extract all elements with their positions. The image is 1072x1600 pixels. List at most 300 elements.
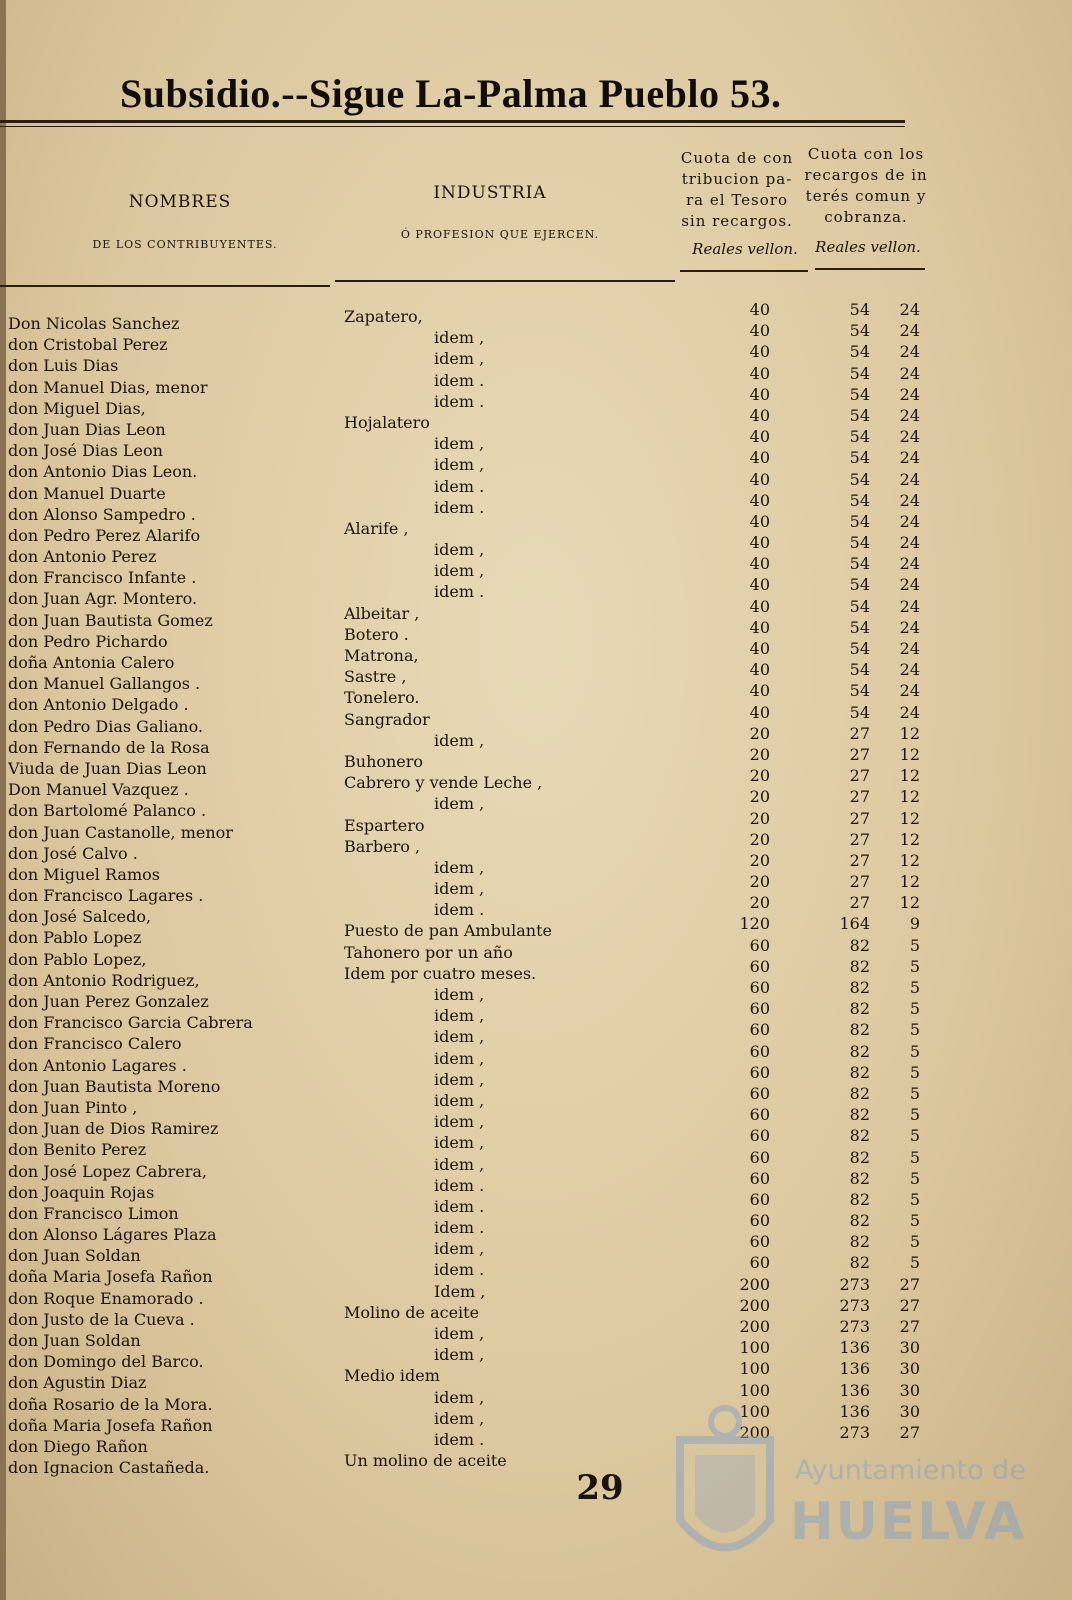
industry: idem ,	[434, 1006, 485, 1026]
contributor-name: don Alonso Sampedro .	[8, 504, 196, 524]
industry: Barbero ,	[344, 836, 421, 856]
contributor-name: don Manuel Gallangos .	[8, 674, 201, 694]
table-row	[0, 1041, 1072, 1075]
cuota-sin-recargos: 60	[749, 1126, 770, 1146]
cuota-sin-recargos: 40	[749, 511, 770, 531]
contributor-name: don José Dias Leon	[8, 441, 163, 461]
cuota-sin-recargos: 100	[739, 1359, 770, 1379]
cuota-con-recargos-reales: 136	[839, 1401, 870, 1421]
cuota-sin-recargos: 40	[749, 639, 770, 658]
table-row	[0, 1337, 1072, 1372]
cuota-sin-recargos: 60	[749, 978, 770, 997]
industry: idem ,	[434, 1133, 485, 1153]
contributor-name: don Ignacion Castañeda.	[8, 1458, 210, 1478]
table-row	[0, 1358, 1072, 1393]
table-row	[0, 786, 1072, 821]
industry: idem ,	[434, 540, 485, 560]
cuota-con-recargos-maravedis: 5	[909, 1253, 920, 1273]
industry: Medio idem	[344, 1366, 440, 1386]
contributor-name: don Miguel Dias,	[8, 398, 146, 418]
cuota-sin-recargos: 200	[739, 1274, 770, 1294]
cuota-sin-recargos: 40	[749, 321, 770, 341]
header-industria: INDUSTRIA	[433, 183, 547, 203]
table-row	[0, 1274, 1072, 1308]
industry: idem .	[434, 391, 485, 411]
industry: Un molino de aceite	[344, 1451, 507, 1471]
cuota-con-recargos-reales: 82	[849, 1105, 870, 1125]
cuota-con-recargos-reales: 82	[849, 956, 870, 976]
contributor-name: don Joaquin Rojas	[8, 1182, 155, 1202]
industry: idem .	[434, 497, 485, 517]
header-unit-reales-2: Reales vellon.	[815, 238, 921, 256]
cuota-con-recargos-maravedis: 5	[909, 1041, 920, 1061]
cuota-con-recargos-maravedis: 24	[899, 342, 920, 362]
cuota-con-recargos-maravedis: 24	[899, 702, 920, 722]
cuota-con-recargos-maravedis: 24	[899, 639, 920, 658]
industry: idem .	[434, 1218, 485, 1238]
cuota-sin-recargos: 40	[749, 427, 770, 447]
contributor-name: don Juan de Dios Ramirez	[8, 1119, 219, 1139]
cuota-con-recargos-maravedis: 24	[899, 490, 920, 510]
contributor-name: don Cristobal Perez	[8, 335, 168, 355]
cuota-sin-recargos: 40	[749, 702, 770, 722]
contributor-name: don Benito Perez	[8, 1140, 147, 1160]
cuota-con-recargos-maravedis: 30	[899, 1401, 920, 1421]
cuota-con-recargos-reales: 82	[849, 1062, 870, 1082]
page-number: 29	[576, 1468, 624, 1508]
cuota-con-recargos-maravedis: 24	[899, 660, 920, 680]
header-unit-reales-1: Reales vellon.	[692, 240, 798, 258]
industry: idem ,	[434, 434, 485, 454]
industry: idem ,	[434, 1112, 485, 1132]
cuota-con-recargos-reales: 164	[839, 914, 870, 934]
industry: Idem por cuatro meses.	[344, 963, 537, 983]
cuota-con-recargos-reales: 54	[849, 363, 870, 383]
contributor-name: don Francisco Limon	[8, 1203, 179, 1223]
cuota-sin-recargos: 60	[749, 1105, 770, 1125]
contributor-name: don Antonio Dias Leon.	[8, 462, 198, 482]
cuota-sin-recargos: 60	[749, 1189, 770, 1209]
table-row	[0, 1380, 1072, 1414]
contributor-name: don Pablo Lopez	[8, 928, 142, 948]
table-row	[0, 553, 1072, 588]
cuota-con-recargos-reales: 27	[849, 872, 870, 892]
industry: idem .	[434, 1429, 485, 1449]
table-row	[0, 659, 1072, 694]
cuota-con-recargos-reales: 54	[849, 342, 870, 362]
cuota-con-recargos-reales: 27	[849, 766, 870, 786]
table-row	[0, 1125, 1072, 1160]
industry: idem .	[434, 476, 485, 496]
cuota-con-recargos-reales: 82	[849, 1083, 870, 1103]
cuota-con-recargos-maravedis: 5	[909, 1126, 920, 1146]
cuota-con-recargos-reales: 54	[849, 554, 870, 574]
cuota-con-recargos-maravedis: 24	[899, 681, 920, 701]
cuota-sin-recargos: 40	[749, 596, 770, 616]
cuota-sin-recargos: 20	[749, 893, 770, 913]
cuota-con-recargos-reales: 27	[849, 850, 870, 870]
cuota-sin-recargos: 40	[749, 681, 770, 701]
cuota-sin-recargos: 20	[749, 744, 770, 764]
industry: idem ,	[434, 794, 485, 814]
contributor-name: don Francisco Calero	[8, 1034, 182, 1054]
contributor-name: don Miguel Ramos	[8, 864, 160, 884]
contributor-name: don Roque Enamorado .	[8, 1288, 204, 1308]
cuota-sin-recargos: 20	[749, 787, 770, 807]
header-nombres: NOMBRES	[128, 192, 232, 212]
contributor-name: don Antonio Rodriguez,	[8, 970, 200, 990]
header-nombres-sub: DE LOS CONTRIBUYENTES.	[92, 238, 278, 251]
cuota-con-recargos-maravedis: 24	[899, 533, 920, 553]
cuota-sin-recargos: 60	[749, 1083, 770, 1103]
industry: idem .	[434, 900, 485, 920]
contributor-name: don Justo de la Cueva .	[8, 1309, 195, 1329]
contributor-name: don Juan Soldan	[8, 1246, 141, 1266]
contributor-name: don Juan Bautista Moreno	[8, 1076, 221, 1096]
cuota-sin-recargos: 20	[749, 872, 770, 892]
industry: idem ,	[434, 1239, 485, 1259]
cuota-con-recargos-reales: 273	[839, 1317, 870, 1336]
table-row	[0, 1168, 1072, 1202]
cuota-sin-recargos: 40	[749, 660, 770, 680]
cuota-con-recargos-maravedis: 5	[909, 1062, 920, 1082]
cuota-sin-recargos: 40	[749, 617, 770, 637]
table-row	[0, 405, 1072, 439]
cuota-con-recargos-maravedis: 24	[899, 511, 920, 531]
cuota-sin-recargos: 60	[749, 999, 770, 1019]
industry: idem .	[434, 1196, 485, 1216]
cuota-con-recargos-reales: 54	[849, 321, 870, 341]
cuota-sin-recargos: 40	[749, 384, 770, 404]
contributor-name: don Juan Dias Leon	[8, 419, 166, 439]
cuota-con-recargos-maravedis: 12	[899, 808, 920, 828]
industry: idem ,	[434, 985, 485, 1004]
cuota-sin-recargos: 60	[749, 1168, 770, 1188]
industry: idem ,	[434, 328, 485, 348]
table-row	[0, 744, 1072, 778]
contributor-name: don Manuel Dias, menor	[8, 377, 208, 397]
cuota-con-recargos-maravedis: 5	[909, 1232, 920, 1252]
watermark-line2: HUELVA	[790, 1492, 1027, 1552]
cuota-con-recargos-maravedis: 24	[899, 448, 920, 468]
industry: idem ,	[434, 730, 485, 750]
table-row	[0, 998, 1072, 1033]
table-row	[0, 532, 1072, 567]
cuota-con-recargos-reales: 54	[849, 533, 870, 553]
table-row	[0, 617, 1072, 651]
cuota-con-recargos-maravedis: 30	[899, 1359, 920, 1379]
contributor-name: don Juan Bautista Gomez	[8, 610, 213, 630]
contributor-name: doña Rosario de la Mora.	[8, 1394, 213, 1414]
cuota-con-recargos-reales: 54	[849, 384, 870, 404]
cuota-con-recargos-maravedis: 5	[909, 956, 920, 976]
cuota-con-recargos-reales: 54	[849, 681, 870, 701]
cuota-con-recargos-maravedis: 5	[909, 1105, 920, 1125]
industry: Puesto de pan Ambulante	[344, 921, 552, 941]
table-row	[0, 871, 1072, 906]
contributor-name: don Juan Pinto ,	[8, 1097, 138, 1117]
cuota-sin-recargos: 100	[739, 1401, 770, 1421]
contributor-name: don José Calvo .	[8, 843, 138, 863]
contributor-name: Don Nicolas Sanchez	[8, 314, 180, 333]
cuota-con-recargos-reales: 54	[849, 300, 870, 319]
cuota-sin-recargos: 40	[749, 342, 770, 362]
table-row	[0, 829, 1072, 863]
table-row	[0, 574, 1072, 609]
industry: Sangrador	[344, 709, 430, 729]
header-cuota-con-recargos: Cuota con los recargos de in terés comun y cobranza.	[804, 145, 928, 226]
cuota-sin-recargos: 20	[749, 766, 770, 786]
industry: idem ,	[434, 455, 485, 475]
cuota-con-recargos-reales: 27	[849, 723, 870, 743]
table-row	[0, 1083, 1072, 1117]
cuota-con-recargos-maravedis: 24	[899, 384, 920, 404]
cuota-con-recargos-reales: 54	[849, 596, 870, 616]
cuota-con-recargos-maravedis: 12	[899, 893, 920, 913]
industry: idem .	[434, 1260, 485, 1280]
contributor-name: don Fernando de la Rosa	[8, 737, 210, 757]
cuota-con-recargos-reales: 54	[849, 427, 870, 447]
header-rule-cuota2	[815, 268, 925, 270]
table-row	[0, 299, 1072, 333]
cuota-sin-recargos: 100	[739, 1338, 770, 1358]
cuota-con-recargos-maravedis: 24	[899, 575, 920, 595]
cuota-con-recargos-maravedis: 12	[899, 787, 920, 807]
cuota-con-recargos-maravedis: 12	[899, 744, 920, 764]
industry: idem ,	[434, 857, 485, 877]
cuota-con-recargos-reales: 27	[849, 893, 870, 913]
industry: idem ,	[434, 1387, 485, 1407]
contributor-name: don Diego Rañon	[8, 1436, 148, 1456]
industry: idem ,	[434, 1048, 485, 1068]
table-row	[0, 765, 1072, 800]
cuota-con-recargos-maravedis: 12	[899, 850, 920, 870]
cuota-con-recargos-maravedis: 24	[899, 300, 920, 319]
industry: idem ,	[434, 349, 485, 369]
cuota-con-recargos-reales: 273	[839, 1295, 870, 1315]
industry: Zapatero,	[344, 307, 423, 326]
industry: idem .	[434, 1175, 485, 1195]
cuota-sin-recargos: 40	[749, 448, 770, 468]
contributor-name: don Bartolomé Palanco .	[8, 801, 207, 821]
industry: idem .	[434, 370, 485, 390]
cuota-con-recargos-maravedis: 5	[909, 1189, 920, 1209]
table-row	[0, 511, 1072, 545]
cuota-con-recargos-reales: 82	[849, 1189, 870, 1209]
header-rule-cuota1	[680, 270, 808, 272]
contributor-name: don Domingo del Barco.	[8, 1352, 204, 1372]
cuota-sin-recargos: 60	[749, 1211, 770, 1231]
table-row	[0, 935, 1072, 969]
contributor-name: don Francisco Garcia Cabrera	[8, 1013, 253, 1033]
cuota-con-recargos-reales: 82	[849, 1253, 870, 1273]
cuota-con-recargos-maravedis: 24	[899, 554, 920, 574]
industry: idem ,	[434, 879, 485, 899]
header-cuota-sin-recargos: Cuota de con tribucion pa- ra el Tesoro sin recargos.	[680, 149, 794, 230]
table-row	[0, 1210, 1072, 1245]
contributor-name: don Manuel Duarte	[8, 483, 166, 503]
contributor-name: Don Manuel Vazquez .	[8, 780, 189, 800]
table-row	[0, 723, 1072, 757]
table-row	[0, 1147, 1072, 1181]
coat-of-arms-icon	[670, 1400, 780, 1580]
cuota-sin-recargos: 200	[739, 1422, 770, 1442]
table-row	[0, 341, 1072, 376]
cuota-sin-recargos: 40	[749, 300, 770, 319]
contributor-name: don Pedro Perez Alarifo	[8, 525, 201, 545]
table-row	[0, 363, 1072, 397]
cuota-con-recargos-maravedis: 24	[899, 596, 920, 616]
contributor-name: don Pedro Pichardo	[8, 631, 168, 651]
industry: Cabrero y vende Leche ,	[344, 773, 543, 793]
table-row	[0, 680, 1072, 715]
table-row	[0, 850, 1072, 884]
contributor-name: don Luis Dias	[8, 356, 119, 376]
cuota-sin-recargos: 60	[749, 935, 770, 955]
table-row	[0, 1231, 1072, 1266]
cuota-con-recargos-reales: 82	[849, 1168, 870, 1188]
cuota-con-recargos-reales: 54	[849, 490, 870, 510]
contributor-name: don Francisco Lagares .	[8, 886, 204, 906]
cuota-con-recargos-reales: 54	[849, 639, 870, 658]
industry: Sastre ,	[344, 667, 407, 687]
cuota-con-recargos-reales: 82	[849, 978, 870, 997]
cuota-con-recargos-reales: 54	[849, 702, 870, 722]
industry: Buhonero	[344, 751, 424, 771]
cuota-sin-recargos: 200	[739, 1317, 770, 1336]
cuota-con-recargos-maravedis: 5	[909, 1020, 920, 1040]
cuota-con-recargos-reales: 27	[849, 744, 870, 764]
industry: idem ,	[434, 1090, 485, 1110]
table-row	[0, 1062, 1072, 1096]
industry: idem ,	[434, 561, 485, 581]
cuota-con-recargos-maravedis: 5	[909, 1083, 920, 1103]
cuota-con-recargos-reales: 82	[849, 1232, 870, 1252]
header-rule-mid	[335, 280, 675, 282]
cuota-con-recargos-reales: 82	[849, 999, 870, 1019]
cuota-con-recargos-maravedis: 27	[899, 1422, 920, 1442]
cuota-con-recargos-maravedis: 24	[899, 321, 920, 341]
contributor-name: doña Antonia Calero	[8, 653, 175, 672]
cuota-con-recargos-reales: 82	[849, 1126, 870, 1146]
cuota-con-recargos-maravedis: 24	[899, 363, 920, 383]
contributor-name: don Agustin Diaz	[8, 1373, 147, 1393]
table-row	[0, 596, 1072, 630]
cuota-con-recargos-maravedis: 5	[909, 999, 920, 1019]
industry: idem ,	[434, 1154, 485, 1174]
cuota-sin-recargos: 20	[749, 808, 770, 828]
cuota-con-recargos-reales: 54	[849, 405, 870, 425]
industry: Tonelero.	[344, 688, 420, 708]
contributor-name: don Antonio Lagares .	[8, 1055, 187, 1075]
table-row	[0, 977, 1072, 1011]
industry: Matrona,	[344, 646, 419, 665]
cuota-con-recargos-reales: 54	[849, 660, 870, 680]
table-row	[0, 808, 1072, 842]
cuota-con-recargos-reales: 54	[849, 511, 870, 531]
contributor-name: Viuda de Juan Dias Leon	[8, 758, 207, 778]
contributor-name: doña Maria Josefa Rañon	[8, 1267, 213, 1287]
table-row	[0, 1104, 1072, 1139]
contributor-name: don Alonso Lágares Plaza	[8, 1225, 217, 1245]
cuota-con-recargos-maravedis: 9	[909, 914, 920, 934]
cuota-sin-recargos: 40	[749, 554, 770, 574]
cuota-sin-recargos: 20	[749, 850, 770, 870]
table-row	[0, 638, 1072, 672]
title-rule	[0, 120, 905, 123]
cuota-sin-recargos: 100	[739, 1380, 770, 1400]
cuota-con-recargos-maravedis: 12	[899, 829, 920, 849]
cuota-con-recargos-reales: 273	[839, 1422, 870, 1442]
cuota-con-recargos-maravedis: 12	[899, 872, 920, 892]
industry: idem ,	[434, 1324, 485, 1343]
cuota-sin-recargos: 120	[739, 914, 770, 934]
cuota-sin-recargos: 60	[749, 1232, 770, 1252]
industry: Tahonero por un año	[344, 942, 513, 962]
cuota-sin-recargos: 60	[749, 1020, 770, 1040]
cuota-sin-recargos: 40	[749, 363, 770, 383]
industry: idem ,	[434, 1027, 485, 1047]
cuota-con-recargos-reales: 136	[839, 1338, 870, 1358]
industry: Albeitar ,	[344, 603, 420, 623]
cuota-con-recargos-maravedis: 24	[899, 617, 920, 637]
ayuntamiento-huelva-watermark	[660, 1400, 1060, 1590]
cuota-con-recargos-reales: 27	[849, 808, 870, 828]
cuota-con-recargos-maravedis: 12	[899, 766, 920, 786]
cuota-sin-recargos: 20	[749, 829, 770, 849]
industry: Idem ,	[434, 1281, 486, 1301]
cuota-con-recargos-reales: 54	[849, 617, 870, 637]
cuota-con-recargos-reales: 54	[849, 469, 870, 489]
table-row	[0, 426, 1072, 461]
cuota-con-recargos-maravedis: 30	[899, 1380, 920, 1400]
contributor-name: don Francisco Infante .	[8, 568, 197, 588]
cuota-sin-recargos: 20	[749, 723, 770, 743]
industry: idem ,	[434, 1069, 485, 1089]
cuota-con-recargos-reales: 82	[849, 935, 870, 955]
cuota-sin-recargos: 40	[749, 469, 770, 489]
contributor-name: doña Maria Josefa Rañon	[8, 1415, 213, 1435]
cuota-con-recargos-reales: 27	[849, 829, 870, 849]
cuota-con-recargos-maravedis: 24	[899, 469, 920, 489]
table-row	[0, 1295, 1072, 1329]
watermark-line1: Ayuntamiento de	[795, 1455, 1026, 1486]
contributor-name: don José Lopez Cabrera,	[8, 1161, 207, 1181]
contributor-name: don Pedro Dias Galiano.	[8, 716, 204, 736]
cuota-con-recargos-reales: 54	[849, 448, 870, 468]
cuota-con-recargos-maravedis: 27	[899, 1274, 920, 1294]
cuota-con-recargos-maravedis: 5	[909, 935, 920, 955]
cuota-con-recargos-maravedis: 27	[899, 1295, 920, 1315]
industry: idem ,	[434, 1345, 485, 1365]
industry: idem .	[434, 582, 485, 602]
cuota-con-recargos-maravedis: 12	[899, 723, 920, 743]
cuota-con-recargos-maravedis: 5	[909, 1147, 920, 1167]
table-row	[0, 320, 1072, 355]
cuota-con-recargos-reales: 27	[849, 787, 870, 807]
cuota-con-recargos-reales: 82	[849, 1020, 870, 1040]
cuota-con-recargos-reales: 54	[849, 575, 870, 595]
contributor-name: don José Salcedo,	[8, 907, 152, 927]
industry: Alarife ,	[344, 518, 409, 538]
cuota-con-recargos-reales: 82	[849, 1147, 870, 1167]
cuota-con-recargos-reales: 82	[849, 1211, 870, 1231]
industry: idem ,	[434, 1408, 485, 1428]
industry: Botero .	[344, 624, 409, 644]
cuota-sin-recargos: 40	[749, 490, 770, 510]
cuota-con-recargos-maravedis: 27	[899, 1317, 920, 1336]
cuota-con-recargos-maravedis: 30	[899, 1338, 920, 1358]
